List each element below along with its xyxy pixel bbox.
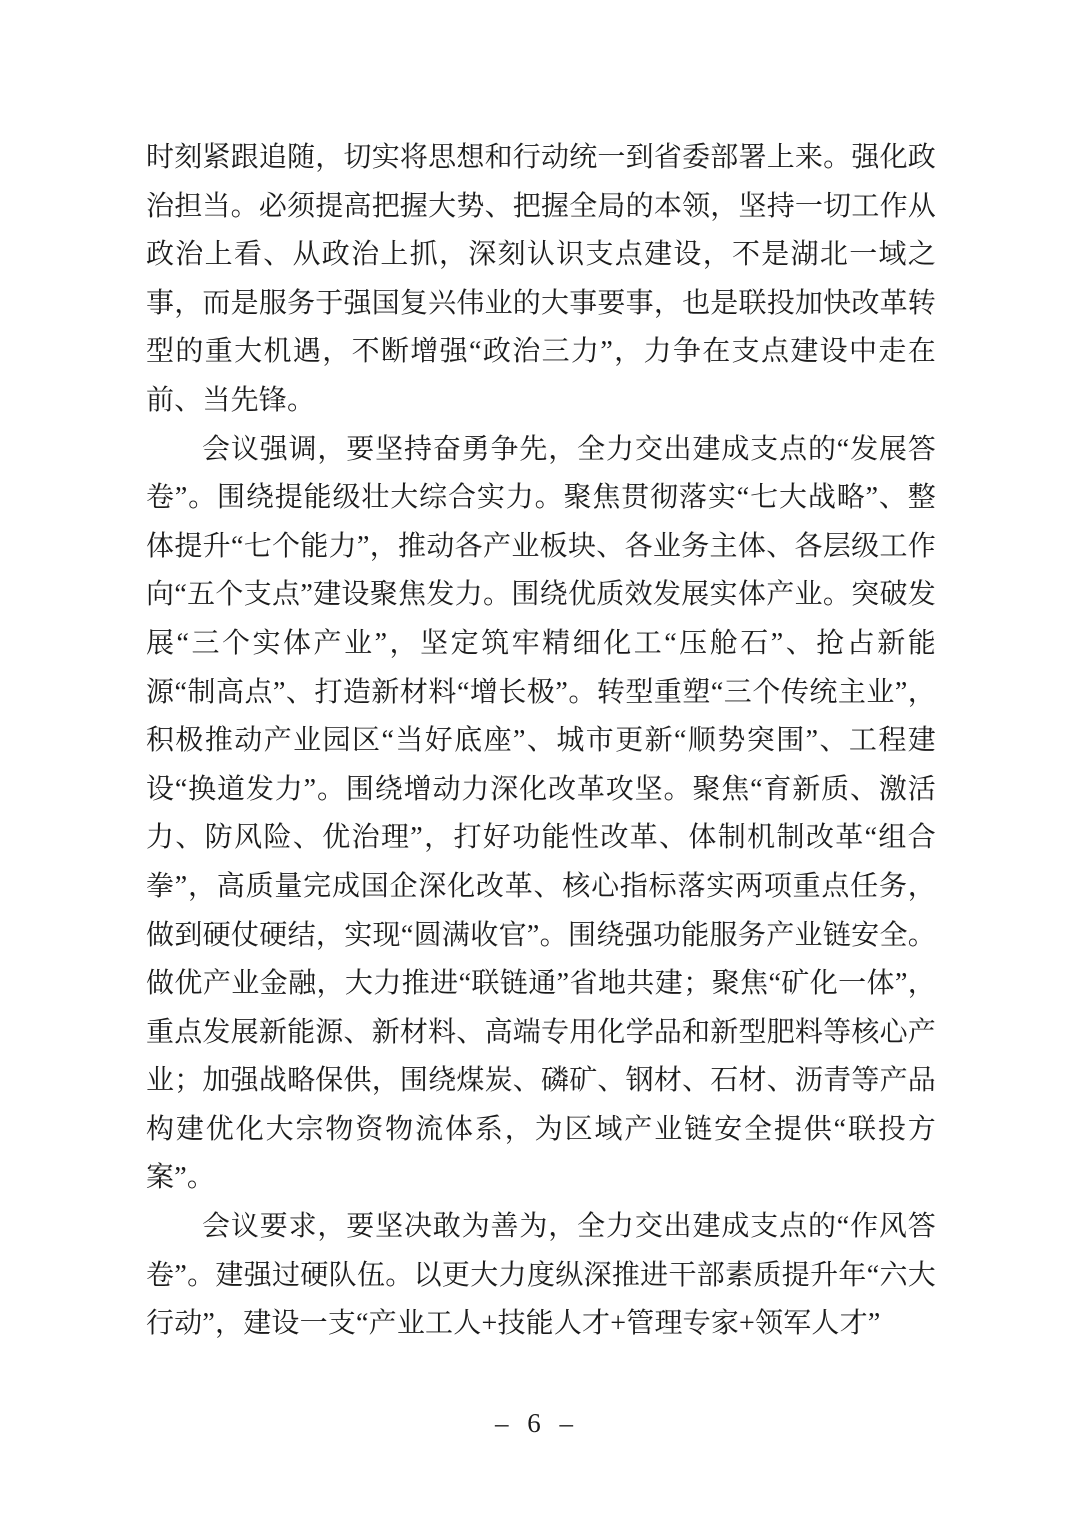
paragraph-meeting-emphasis: 会议强调，要坚持奋勇争先，全力交出建成支点的“发展答卷”。围绕提能级壮大综合实力。聚焦贯彻落实“七大战略”、整体提升“七个能力”，推动各产业板块、各业务主体、各层级工作向“五个支点”建设聚焦发力。围绕优质效发展实体产业。突破发展“三个实体产业”，坚定筑牢精细化工“压舱石”、抢占新能源“制高点”、打造新材料“增长极”。转型重塑“三个传统主业”，积极推动产业园区“当好底座”、城市更新“顺势突围”、工程建设“换道发力”。围绕增动力深化改革攻坚。聚焦“育新质、激活力、防风险、优治理”，打好功能性改革、体制机制改革“组合拳”，高质量完成国企深化改革、核心指标落实两项重点任务，做到硬仗硬结，实现“圆满收官”。围绕强功能服务产业链安全。做优产业金融，大力推进“联链通”省地共建；聚焦“矿化一体”，重点发展新能源、新材料、高端专用化学品和新型肥料等核心产业；加强战略保供，围绕煤炭、磷矿、钢材、石材、沥青等产品构建优化大宗物资物流体系，为区域产业链安全提供“联投方案”。: [146, 433, 936, 1194]
page-number: – 6 –: [495, 1408, 579, 1438]
body-text: [146, 134, 936, 1349]
paragraph-meeting-requirements: 会议要求，要坚决敢为善为，全力交出建成支点的“作风答卷”。建强过硬队伍。以更大力度纵深推进干部素质提升年“六大行动”，建设一支“产业工人+技能人才+管理专家+领军人才”: [146, 1211, 936, 1340]
paragraph-continuation: 时刻紧跟追随，切实将思想和行动统一到省委部署上来。强化政治担当。必须提高把握大势、把握全局的本领，坚持一切工作从政治上看、从政治上抓，深刻认识支点建设，不是湖北一域之事，而是服务于强国复兴伟业的大事要事，也是联投加快改革转型的重大机遇，不断增强“政治三力”，力争在支点建设中走在前、当先锋。: [146, 142, 936, 416]
